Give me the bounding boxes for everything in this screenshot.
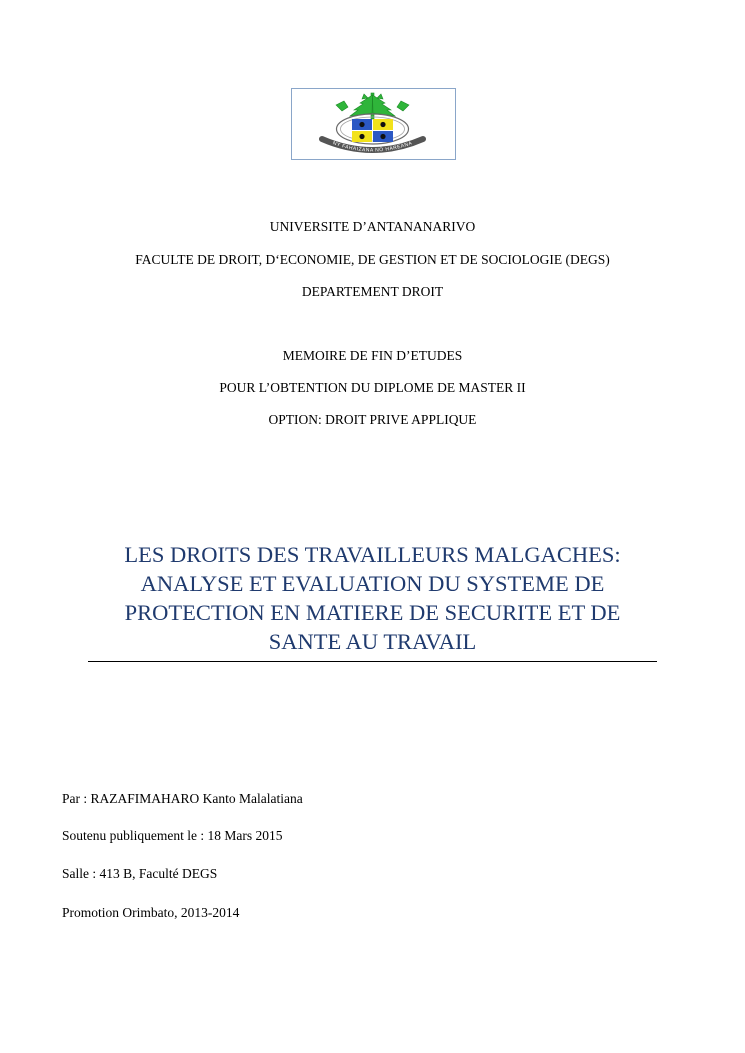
university-name: UNIVERSITE D’ANTANANARIVO (269, 219, 476, 234)
faculty-name: FACULTE DE DROIT, D‘ECONOMIE, DE GESTION ET DE SOCIOLOGIE (DEGS) (135, 252, 610, 267)
author-line: Par : RAZAFIMAHARO Kanto Malalatiana (62, 791, 303, 806)
title-line: ANALYSE ET EVALUATION DU SYSTEME DE (140, 571, 605, 596)
room-line: Salle : 413 B, Faculté DEGS (62, 866, 218, 881)
university-seal-icon (292, 89, 455, 159)
title-line: PROTECTION EN MATIERE DE SECURITE ET DE (124, 600, 621, 625)
tree-icon (336, 93, 409, 119)
title-underline (88, 661, 657, 662)
title-line: LES DROITS DES TRAVAILLEURS MALGACHES: (124, 542, 621, 567)
defense-date-line: Soutenu publiquement le : 18 Mars 2015 (62, 828, 283, 843)
university-logo (291, 88, 456, 160)
title-line: SANTE AU TRAVAIL (268, 629, 477, 654)
motto-text: NY FAHAIZANA NO HAREANA (331, 140, 414, 154)
thesis-title (88, 540, 657, 656)
svg-text:NY FAHAIZANA NO HAREANA (332, 140, 414, 153)
shield-icon (352, 119, 393, 142)
promotion-line: Promotion Orimbato, 2013-2014 (62, 905, 240, 920)
department-name: DEPARTEMENT DROIT (301, 284, 444, 299)
thesis-type: MEMOIRE DE FIN D’ETUDES (282, 348, 463, 363)
diploma-line: POUR L’OBTENTION DU DIPLOME DE MASTER II (219, 380, 526, 395)
option-line: OPTION: DROIT PRIVE APPLIQUE (268, 412, 477, 427)
